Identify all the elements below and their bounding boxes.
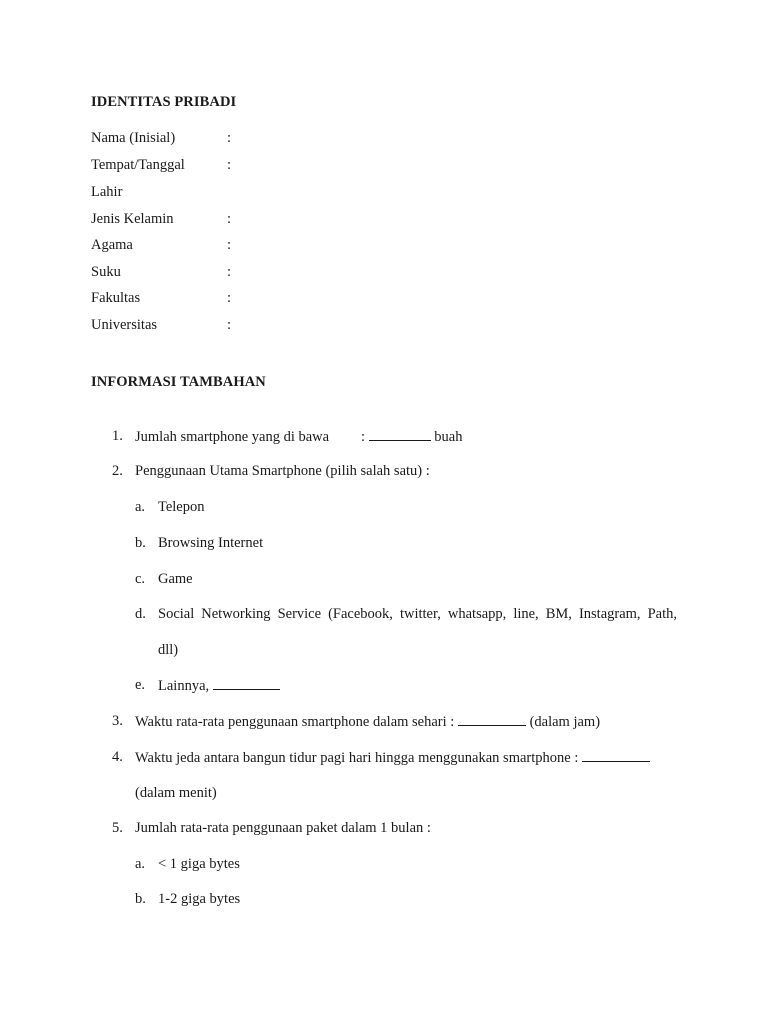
unit-text: (dalam jam) (525, 714, 601, 730)
option-text: Social Networking Service (Facebook, twitter, whatsapp, line, BM, Instagram, Path, (158, 606, 677, 622)
field-row-agama (91, 237, 231, 254)
option-text: Game (158, 571, 193, 587)
field-label: Universitas (91, 317, 158, 333)
field-row-tempat-tanggal (91, 157, 231, 174)
field-row-universitas (91, 317, 231, 334)
option-text: < 1 giga bytes (158, 856, 240, 872)
field-label: Jenis Kelamin (91, 211, 174, 227)
option-text: 1-2 giga bytes (158, 891, 241, 907)
question-3-line (135, 713, 600, 731)
field-colon: : (227, 157, 232, 173)
unit-text: buah (430, 429, 463, 445)
question-number: 5. (112, 820, 123, 836)
option-2d-continuation: dll) (158, 642, 179, 658)
field-colon: : (227, 317, 232, 333)
answer-blank[interactable] (369, 428, 431, 441)
field-label: Nama (Inisial) (91, 130, 176, 146)
question-text: Jumlah smartphone yang di bawa (135, 429, 330, 445)
option-letter: d. (135, 606, 146, 622)
field-colon: : (227, 264, 232, 280)
question-text: Waktu jeda antara bangun tidur pagi hari hingga menggunakan smartphone : (135, 750, 582, 766)
field-colon: : (227, 237, 232, 253)
field-row-nama (91, 130, 231, 147)
option-letter: b. (135, 891, 146, 907)
field-row-fakultas (91, 290, 231, 307)
question-colon: : (361, 429, 369, 445)
option-text: Lainnya, (158, 678, 213, 694)
question-4-continuation: (dalam menit) (135, 785, 217, 801)
question-number: 4. (112, 749, 123, 765)
question-number: 1. (112, 428, 123, 444)
question-number: 3. (112, 713, 123, 729)
option-2e-line (158, 677, 280, 695)
field-label: Agama (91, 237, 133, 253)
field-colon: : (227, 211, 232, 227)
question-1-line (135, 428, 462, 446)
field-row-jenis-kelamin (91, 211, 231, 228)
answer-blank[interactable] (582, 749, 650, 762)
option-letter: e. (135, 677, 146, 693)
option-letter: a. (135, 499, 146, 515)
question-text: Waktu rata-rata penggunaan smartphone dalam sehari : (135, 714, 458, 730)
option-letter: c. (135, 571, 146, 587)
field-label: Fakultas (91, 290, 141, 306)
field-label: Suku (91, 264, 121, 280)
field-colon: : (227, 130, 232, 146)
field-label-continuation: Lahir (91, 184, 123, 200)
option-letter: b. (135, 535, 146, 551)
field-row-lahir (91, 184, 227, 201)
section-title-identitas: IDENTITAS PRIBADI (91, 94, 237, 110)
question-text: Jumlah rata-rata penggunaan paket dalam 1 bulan : (135, 820, 431, 836)
answer-blank[interactable] (458, 713, 526, 726)
option-letter: a. (135, 856, 146, 872)
section-title-informasi: INFORMASI TAMBAHAN (91, 374, 266, 390)
question-4-line (135, 749, 650, 767)
field-label: Tempat/Tanggal (91, 157, 185, 173)
question-text: Penggunaan Utama Smartphone (pilih salah satu) : (135, 463, 430, 479)
field-colon: : (227, 290, 232, 306)
field-row-suku (91, 264, 231, 281)
question-number: 2. (112, 463, 123, 479)
option-text: Browsing Internet (158, 535, 264, 551)
answer-blank[interactable] (213, 677, 280, 690)
option-text: Telepon (158, 499, 205, 515)
